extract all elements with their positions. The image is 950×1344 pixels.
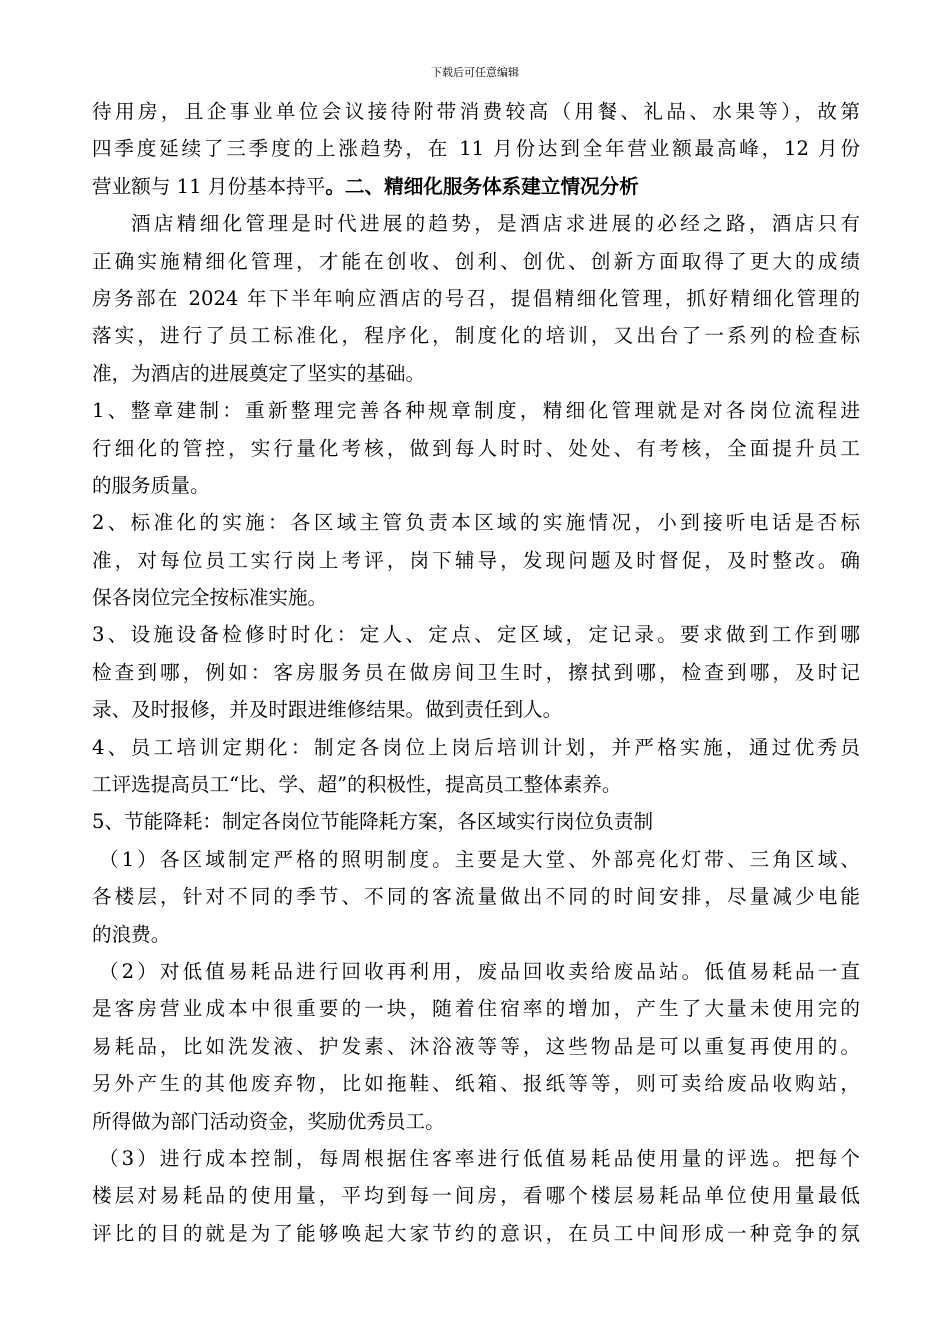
text-line	[92, 691, 860, 728]
section-heading: 。二、精细化服务体系建立情况分析	[325, 174, 639, 198]
text-line	[92, 430, 860, 467]
text-line	[92, 654, 860, 691]
text-line	[92, 729, 860, 766]
line-text: 工评选提高员工“比、学、超”的积极性，提高员工整体素养。	[92, 773, 622, 797]
text-line	[92, 317, 860, 354]
text-line	[92, 280, 860, 317]
text-line	[92, 1140, 860, 1177]
line-text: 准，对每位员工实行岗上考评，岗下辅导，发现问题及时督促，及时整改。确	[92, 548, 860, 572]
line-text: 3、设施设备检修时时化：定人、定点、定区域，定记录。要求做到工作到哪	[92, 623, 860, 647]
text-line	[92, 766, 860, 803]
text-line	[92, 878, 860, 915]
text-line	[92, 130, 860, 167]
line-text: 录、及时报修，并及时跟进维修结果。做到责任到人。	[92, 698, 563, 722]
line-text: （3）进行成本控制，每周根据住客率进行低值易耗品使用量的评选。把每个	[99, 1146, 860, 1170]
text-line	[92, 841, 860, 878]
text-line	[92, 916, 860, 953]
document-body	[92, 93, 860, 1252]
text-line	[92, 542, 860, 579]
line-text: 检查到哪，例如：客房服务员在做房间卫生时，擦拭到哪，检查到哪，及时记	[92, 660, 860, 684]
text-line	[92, 1215, 860, 1252]
text-line	[92, 616, 860, 653]
line-text: （1）各区域制定严格的照明制度。主要是大堂、外部亮化灯带、三角区域、	[99, 847, 860, 871]
line-text: 易耗品，比如洗发液、护发素、沐浴液等等，这些物品是可以重复再使用的。	[92, 1034, 860, 1058]
line-text: 是客房营业成本中很重要的一块，随着住宿率的增加，产生了大量未使用完的	[92, 997, 860, 1021]
line-text: 的浪费。	[92, 922, 171, 946]
text-line	[92, 392, 860, 429]
line-text: 的服务质量。	[92, 473, 210, 497]
line-text: 保各岗位完全按标准实施。	[92, 586, 328, 610]
line-text: 房务部在 2024 年下半年响应酒店的号召，提倡精细化管理，抓好精细化管理的	[92, 286, 860, 310]
text-line	[92, 504, 860, 541]
text-line	[92, 1028, 860, 1065]
text-line	[92, 355, 860, 392]
text-line	[92, 93, 860, 130]
line-text: 正确实施精细化管理，才能在创收、创利、创优、创新方面取得了更大的成绩	[92, 249, 860, 273]
line-text: 楼层对易耗品的使用量，平均到每一间房，看哪个楼层易耗品单位使用量最低	[92, 1184, 860, 1208]
text-line	[92, 1103, 860, 1140]
line-text: 另外产生的其他废弃物，比如拖鞋、纸箱、报纸等等，则可卖给废品收购站，	[92, 1072, 860, 1096]
text-line	[92, 1177, 860, 1214]
line-text: 四季度延续了三季度的上涨趋势，在 11 月份达到全年营业额最高峰，12 月份	[92, 137, 860, 161]
line-text: 各楼层，针对不同的季节、不同的客流量做出不同的时间安排，尽量减少电能	[92, 885, 860, 909]
line-text: （2）对低值易耗品进行回收再利用，废品回收卖给废品站。低值易耗品一直	[99, 959, 860, 983]
text-line	[92, 803, 860, 840]
text-line	[92, 579, 860, 616]
text-line	[92, 1065, 860, 1102]
line-text: 行细化的管控，实行量化考核，做到每人时时、处处、有考核，全面提升员工	[92, 436, 860, 460]
line-text: 待用房，且企事业单位会议接待附带消费较高（用餐、礼品、水果等），故第	[92, 100, 860, 123]
line-text: 1、整章建制：重新整理完善各种规章制度，精细化管理就是对各岗位流程进	[92, 399, 860, 423]
text-line	[92, 953, 860, 990]
line-text: 评比的目的就是为了能够唤起大家节约的意识，在员工中间形成一种竞争的氛	[92, 1221, 860, 1245]
line-text: 所得做为部门活动资金，奖励优秀员工。	[92, 1109, 445, 1133]
text-line	[92, 168, 860, 205]
line-text: 2、标准化的实施：各区域主管负责本区域的实施情况，小到接听电话是否标	[92, 511, 860, 535]
line-text: 酒店精细化管理是时代进展的趋势，是酒店求进展的必经之路，酒店只有	[131, 212, 860, 236]
text-line	[92, 990, 860, 1027]
line-text: 4、员工培训定期化：制定各岗位上岗后培训计划，并严格实施，通过优秀员	[92, 735, 860, 759]
text-line	[92, 243, 860, 280]
line-text: 营业额与 11 月份基本持平	[92, 174, 326, 198]
line-text: 准，为酒店的进展奠定了坚实的基础。	[92, 361, 426, 385]
line-text: 5、节能降耗：制定各岗位节能降耗方案，各区域实行岗位负责制	[92, 810, 654, 834]
text-line	[92, 205, 860, 242]
line-text: 落实，进行了员工标准化，程序化，制度化的培训，又出台了一系列的检查标	[92, 324, 860, 348]
text-line	[92, 467, 860, 504]
page-header: 下载后可任意编辑	[431, 66, 519, 79]
